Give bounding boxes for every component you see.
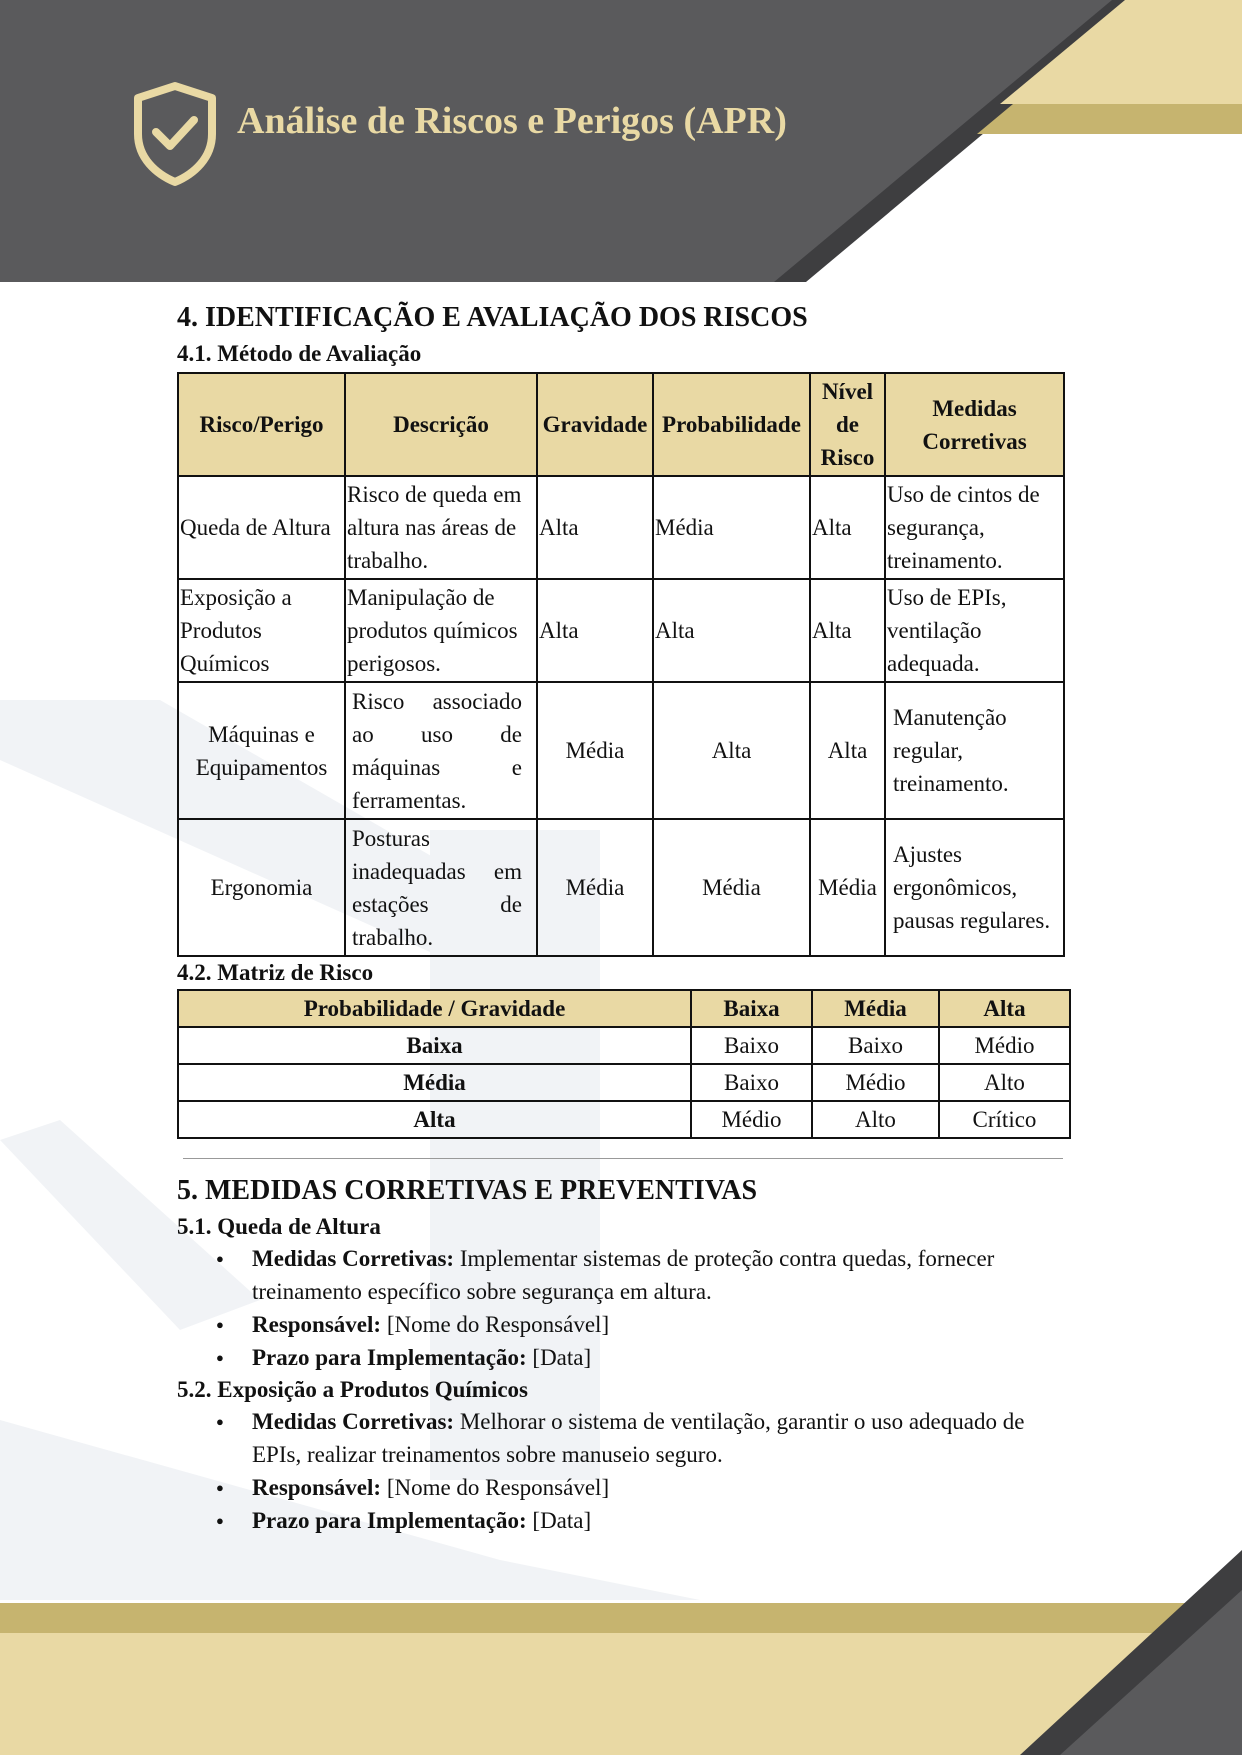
table-cell: Ajustes ergonômicos, pausas regulares. xyxy=(885,819,1064,956)
section-5-title: 5. MEDIDAS CORRETIVAS E PREVENTIVAS xyxy=(177,1175,758,1206)
table-cell: Alta xyxy=(810,579,885,682)
table-header-row xyxy=(178,990,1070,1027)
table-row xyxy=(178,476,1064,579)
row-header: Baixa xyxy=(178,1027,691,1064)
document-body xyxy=(177,298,1072,1537)
table-cell: Máquinas e Equipamentos xyxy=(178,682,345,819)
table-cell: Médio xyxy=(812,1064,939,1101)
table-cell: Manipulação de produtos químicos perigosos. xyxy=(345,579,537,682)
shield-check-icon xyxy=(132,80,218,188)
table-row xyxy=(178,1064,1070,1101)
list-item xyxy=(252,1405,1072,1471)
table-cell: Uso de EPIs, ventilação adequada. xyxy=(885,579,1064,682)
table-cell: Risco associado ao uso de máquinas e ferramentas. xyxy=(345,682,537,819)
row-header: Alta xyxy=(178,1101,691,1138)
document-title: Análise de Riscos e Perigos (APR) xyxy=(237,100,787,142)
measures-list xyxy=(177,1242,1072,1374)
table-cell: Baixo xyxy=(812,1027,939,1064)
table-cell: Exposição a Produtos Químicos xyxy=(178,579,345,682)
list-item xyxy=(252,1341,1072,1374)
column-header: Medidas Corretivas xyxy=(885,373,1064,476)
table-cell: Médio xyxy=(691,1101,812,1138)
item-label: Responsável: xyxy=(252,1312,382,1337)
table-cell: Queda de Altura xyxy=(178,476,345,579)
table-cell: Alto xyxy=(812,1101,939,1138)
item-text: [Data] xyxy=(526,1345,592,1370)
table-row xyxy=(178,819,1064,956)
table-cell: Médio xyxy=(939,1027,1070,1064)
column-header: Média xyxy=(812,990,939,1027)
table-cell: Média xyxy=(653,476,810,579)
table-cell: Alta xyxy=(810,682,885,819)
item-text: [Data] xyxy=(526,1508,592,1533)
section-4-2-title: 4.2. Matriz de Risco xyxy=(177,960,374,985)
table-row xyxy=(178,1101,1070,1138)
column-header: Probabilidade / Gravidade xyxy=(178,990,691,1027)
table-cell: Média xyxy=(537,682,653,819)
section-5-1-title: 5.1. Queda de Altura xyxy=(177,1214,381,1239)
list-item xyxy=(252,1308,1072,1341)
evaluation-method-table xyxy=(177,372,1065,957)
table-cell: Crítico xyxy=(939,1101,1070,1138)
table-cell: Risco de queda em altura nas áreas de trabalho. xyxy=(345,476,537,579)
item-label: Prazo para Implementação: xyxy=(252,1508,527,1533)
measures-list xyxy=(177,1405,1072,1537)
table-cell: Média xyxy=(653,819,810,956)
item-label: Responsável: xyxy=(252,1475,382,1500)
item-text: Melhorar o sistema de ventilação, garantir o uso adequado de EPIs, realizar treinamentos sobre manuseio seguro. xyxy=(252,1409,1025,1467)
section-divider xyxy=(183,1158,1063,1159)
table-row xyxy=(178,682,1064,819)
column-header: Risco/Perigo xyxy=(178,373,345,476)
table-cell: Alta xyxy=(810,476,885,579)
table-cell: Média xyxy=(537,819,653,956)
list-item xyxy=(252,1471,1072,1504)
list-item xyxy=(252,1242,1072,1308)
column-header: Descrição xyxy=(345,373,537,476)
list-item xyxy=(252,1504,1072,1537)
table-cell: Ergonomia xyxy=(178,819,345,956)
table-cell: Posturas inadequadas em estações de trabalho. xyxy=(345,819,537,956)
row-header: Média xyxy=(178,1064,691,1101)
table-cell: Alta xyxy=(653,682,810,819)
table-cell: Média xyxy=(810,819,885,956)
column-header: Nível de Risco xyxy=(810,373,885,476)
table-row xyxy=(178,579,1064,682)
risk-matrix-table xyxy=(177,989,1071,1139)
item-label: Medidas Corretivas: xyxy=(252,1409,455,1434)
column-header: Alta xyxy=(939,990,1070,1027)
column-header: Baixa xyxy=(691,990,812,1027)
table-cell: Baixo xyxy=(691,1064,812,1101)
section-4-1-title: 4.1. Método de Avaliação xyxy=(177,341,422,366)
item-label: Medidas Corretivas: xyxy=(252,1246,455,1271)
table-header-row xyxy=(178,373,1064,476)
table-cell: Alta xyxy=(653,579,810,682)
table-cell: Alta xyxy=(537,476,653,579)
item-label: Prazo para Implementação: xyxy=(252,1345,527,1370)
table-cell: Alta xyxy=(537,579,653,682)
table-cell: Manutenção regular, treinamento. xyxy=(885,682,1064,819)
section-5-2-title: 5.2. Exposição a Produtos Químicos xyxy=(177,1377,528,1402)
item-text: Implementar sistemas de proteção contra quedas, fornecer treinamento específico sobre segurança em altura. xyxy=(252,1246,995,1304)
section-4-title: 4. IDENTIFICAÇÃO E AVALIAÇÃO DOS RISCOS xyxy=(177,302,808,333)
column-header: Probabilidade xyxy=(653,373,810,476)
table-cell: Baixo xyxy=(691,1027,812,1064)
table-cell: Uso de cintos de segurança, treinamento. xyxy=(885,476,1064,579)
column-header: Gravidade xyxy=(537,373,653,476)
table-row xyxy=(178,1027,1070,1064)
table-cell: Alto xyxy=(939,1064,1070,1101)
item-text: [Nome do Responsável] xyxy=(381,1475,610,1500)
item-text: [Nome do Responsável] xyxy=(381,1312,610,1337)
